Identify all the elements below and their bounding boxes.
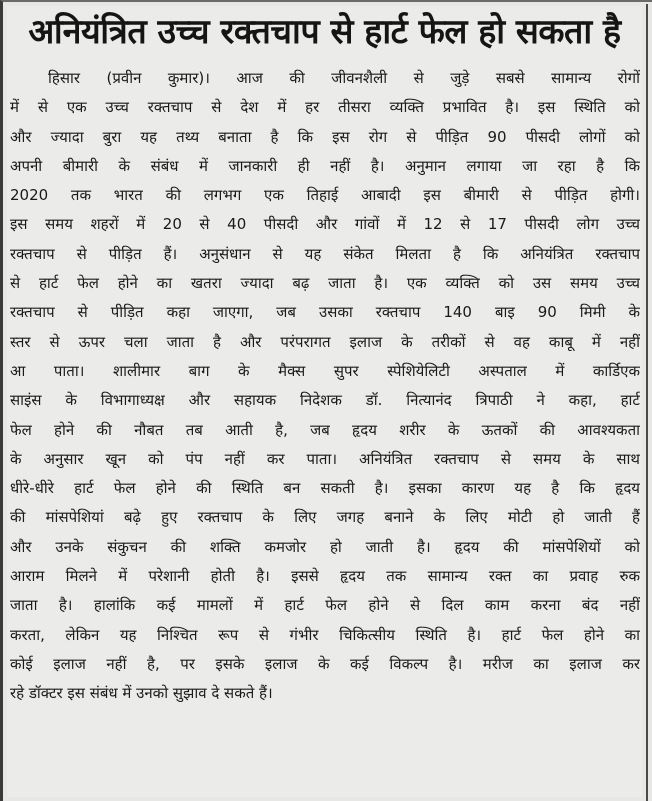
body-line: और उनके संकुचन की शक्ति कमजोर हो जाती है। हृदय की मांसपेशियों को [10,537,640,556]
body-line: इस समय शहरों में 20 से 40 पीसदी और गांवों में 12 से 17 पीसदी लोग उच्च [10,215,640,234]
headline: अनियंत्रित उच्च रक्तचाप से हार्ट फेल हो सकता है [28,12,621,52]
column-rule [646,4,648,801]
body-line: रहे डॉक्टर इस संबंध में उनको सुझाव दे सकते हैं। [10,684,273,703]
body-line: करता, लेकिन यह निश्चित रूप से गंभीर चिकित्सीय स्थिति है। हार्ट फेल होने का [10,625,640,644]
body-line: से हार्ट फेल होने का खतरा ज्यादा बढ़ जाता है। एक व्यक्ति को उस समय उच्च [10,274,640,293]
body-line: के अनुसार खून को पंप नहीं कर पाता। अनियंत्रित रक्तचाप से समय के साथ [10,449,640,468]
body-line: रक्तचाप से पीड़ित कहा जाएगा, जब उसका रक्तचाप 140 बाइ 90 मिमी के [10,303,640,322]
body-line: फेल होने की नौबत तब आती है, जब हृदय शरीर के ऊतकों की आवश्यकता [10,420,640,439]
body-line: में से एक उच्च रक्तचाप से देश में हर तीसरा व्यक्ति प्रभावित है। इस स्थिति को [10,98,640,117]
body-line: और ज्यादा बुरा यह तथ्य बनाता है कि इस रोग से पीड़ित 90 पीसदी लोगों को [10,127,640,146]
article-body [7,64,642,709]
body-line: रक्तचाप से पीड़ित हैं। अनुसंधान से यह संकेत मिलता है कि अनियंत्रित रक्तचाप [10,244,640,263]
body-line: अपनी बीमारी के संबंध में जानकारी ही नहीं है। अनुमान लगाया जा रहा है कि [10,156,640,175]
body-line: 2020 तक भारत की लगभग एक तिहाई आबादी इस बीमारी से पीड़ित होगी। [10,186,640,205]
body-line: आ पाता। शालीमार बाग के मैक्स सुपर स्पेशियेलिटी अस्पताल में कार्डिएक [10,361,640,380]
body-line: आराम मिलने में परेशानी होती है। इससे हृदय तक सामान्य रक्त का प्रवाह रुक [10,567,640,586]
body-line: कोई इलाज नहीं है, पर इसके इलाज के कई विकल्प है। मरीज का इलाज कर [10,654,640,673]
body-line: हिसार (प्रवीन कुमार)। आज की जीवनशैली से जुड़े सबसे सामान्य रोगों [48,69,640,87]
article [7,6,642,797]
body-line: स्तर से ऊपर चला जाता है और परंपरागत इलाज के तरीकों से वह काबू में नहीं [10,332,640,351]
body-line: साइंस के विभागाध्यक्ष और सहायक निदेशक डॉ. नित्यानंद त्रिपाठी ने कहा, हार्ट [10,391,640,410]
body-line: धीरे-धीरे हार्ट फेल होने की स्थिति बन सकती है। इसका कारण यह है कि हृदय [10,479,640,498]
body-line: जाता है। हालांकि कई मामलों में हार्ट फेल होने से दिल काम करना बंद नहीं [10,596,640,615]
body-line: की मांसपेशियां बढ़े हुए रक्तचाप के लिए जगह बनाने के लिए मोटी हो जाती हैं [10,508,640,527]
